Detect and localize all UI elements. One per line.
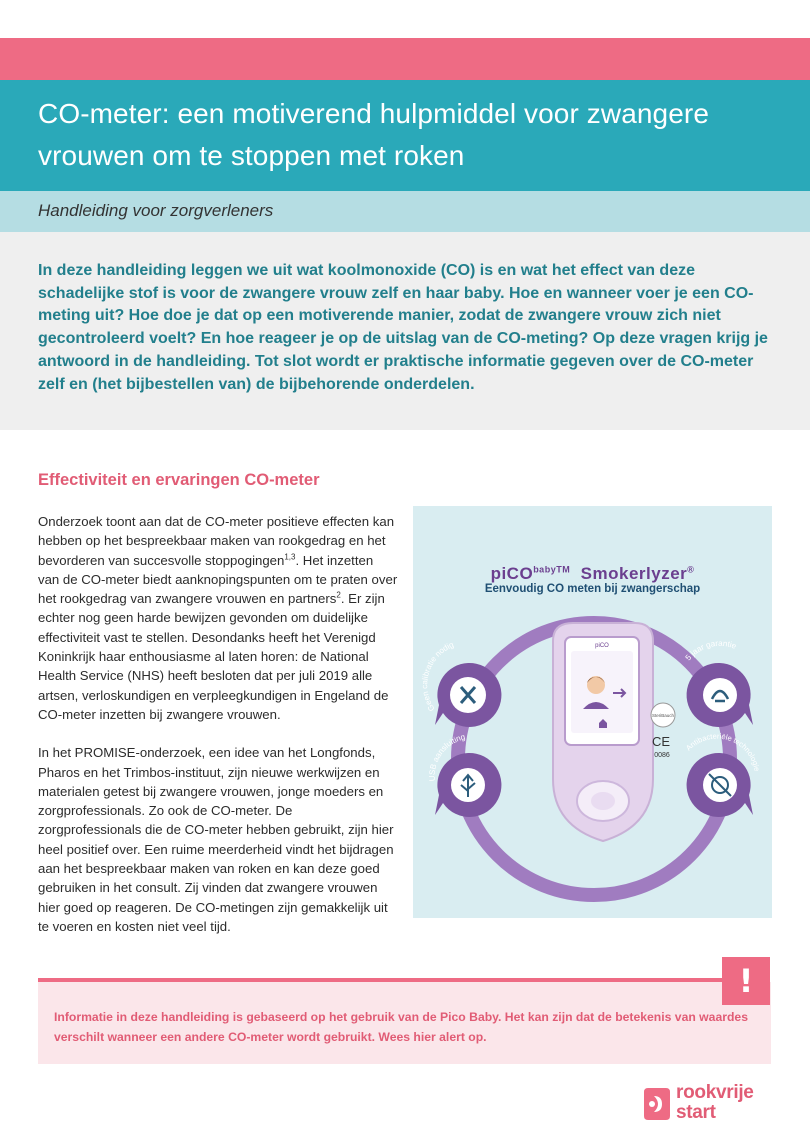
- notice-box: [38, 982, 771, 1064]
- svg-text:5 jaar garantie: 5 jaar garantie: [683, 638, 738, 663]
- co-meter-device: [553, 623, 653, 841]
- badge-warranty: [684, 639, 753, 727]
- title-band: [0, 80, 810, 191]
- product-brand: piCO$^{babyTM}$ Smokerlyzer®: [490, 564, 695, 583]
- subtitle-band: [0, 191, 810, 232]
- top-accent-bar: [0, 38, 810, 80]
- intro-block: [0, 232, 810, 430]
- paragraph-2: In het PROMISE-onderzoek, een idee van het Longfonds, Pharos en het Trimbos-instituut, zijn nieuwe werkwijzen en materialen getest bij zwangere vrouwen, jonge moeders en zorgprofessionals. Zo ook de CO-meter. De zorgprofessionals die de CO-meter hebben gebruikt, zijn hier heel positief over. Een ruime meerderheid vindt het bijdragen aan het bespreekbaar maken van roken en kan deze goed gebruiken in het consult. Zij vinden dat zwangere vrouwen hier goed op reageren. De CO-metingen zijn gemakkelijk uit te voeren en kosten niet veel tijd.: [38, 745, 394, 934]
- product-image-panel: [413, 506, 772, 918]
- page-title: CO-meter: een motiverend hulpmiddel voor zwangere vrouwen om te stoppen met roken: [38, 98, 709, 171]
- product-illustration: [413, 601, 772, 918]
- ce-number: 0086: [654, 752, 670, 759]
- citation: 1,3: [284, 552, 296, 562]
- logo-text-line1: rookvrije: [676, 1082, 754, 1103]
- exclamation-icon: !: [722, 957, 770, 1005]
- product-tagline: Eenvoudig CO meten bij zwangerschap: [484, 583, 701, 595]
- paragraph-1: Onderzoek toont aan dat de CO-meter positieve effecten kan hebben op het bespreekbaar maken van rookgedrag en het bevorderen van succesvolle stoppogingen$^{1,3}$. Het inzetten van de CO-meter biedt aanknopingspunten om te praten over het rookgedrag van zwangere vrouwen en partners$^2$. Er zijn echter nog geen harde bewijzen gevonden om duidelijke effectiviteit vast te stellen. Desondanks heeft het Verenigd Koninkrijk haar enthousiasme al laten horen: de National Health Service (NHS) heeft besloten dat per juli 2019 alle artsen, verloskundigen en verpleegkundigen in Engeland de CO-meter inzetten bij zwangere vrouwen.: [38, 514, 398, 722]
- rookvrije-start-logo: [640, 1082, 780, 1128]
- ce-mark: CE: [651, 734, 671, 749]
- section-title: Effectiviteit en ervaringen CO-meter: [38, 471, 320, 489]
- svg-text:Geen calibratie nodig: Geen calibratie nodig: [420, 640, 456, 713]
- logo-mark-icon: [640, 1086, 672, 1124]
- page-subtitle: Handleiding voor zorgverleners: [38, 201, 274, 220]
- svg-text:SteriBauch: SteriBauch: [651, 713, 675, 718]
- citation: 2: [336, 590, 341, 600]
- body-column: [38, 512, 398, 936]
- svg-text:USB aansluiting: USB aansluiting: [427, 732, 467, 782]
- badge-no-calibration: [420, 640, 501, 727]
- intro-text: In deze handleiding leggen we uit wat koolmonoxide (CO) is en wat het effect van deze schadelijke stof is voor de zwangere vrouw zelf en haar baby. Hoe en wanneer voer je een CO-meting uit? Hoe doe je dat op een motiverende manier, zodat de zwangere vrouw zich niet gecontroleerd voelt? En hoe reageer je op de uitslag van de CO-meting? Op deze vragen krijg je antwoord in de handleiding. Tot slot wordt er praktische informatie gegeven over de CO-meter zelf en (het bijbestellen van) de bijbehorende onderdelen.: [38, 262, 768, 393]
- svg-text:Antibacteriële technologie: Antibacteriële technologie: [684, 731, 762, 772]
- svg-text:piCO: piCO: [595, 643, 609, 649]
- notice-text: Informatie in deze handleiding is gebaseerd op het gebruik van de Pico Baby. Het kan zijn dat de betekenis van waardes verschilt wanneer een andere CO-meter wordt gebruikt. Wees hier alert op.: [54, 1010, 748, 1044]
- logo-text-line2: start: [676, 1102, 716, 1123]
